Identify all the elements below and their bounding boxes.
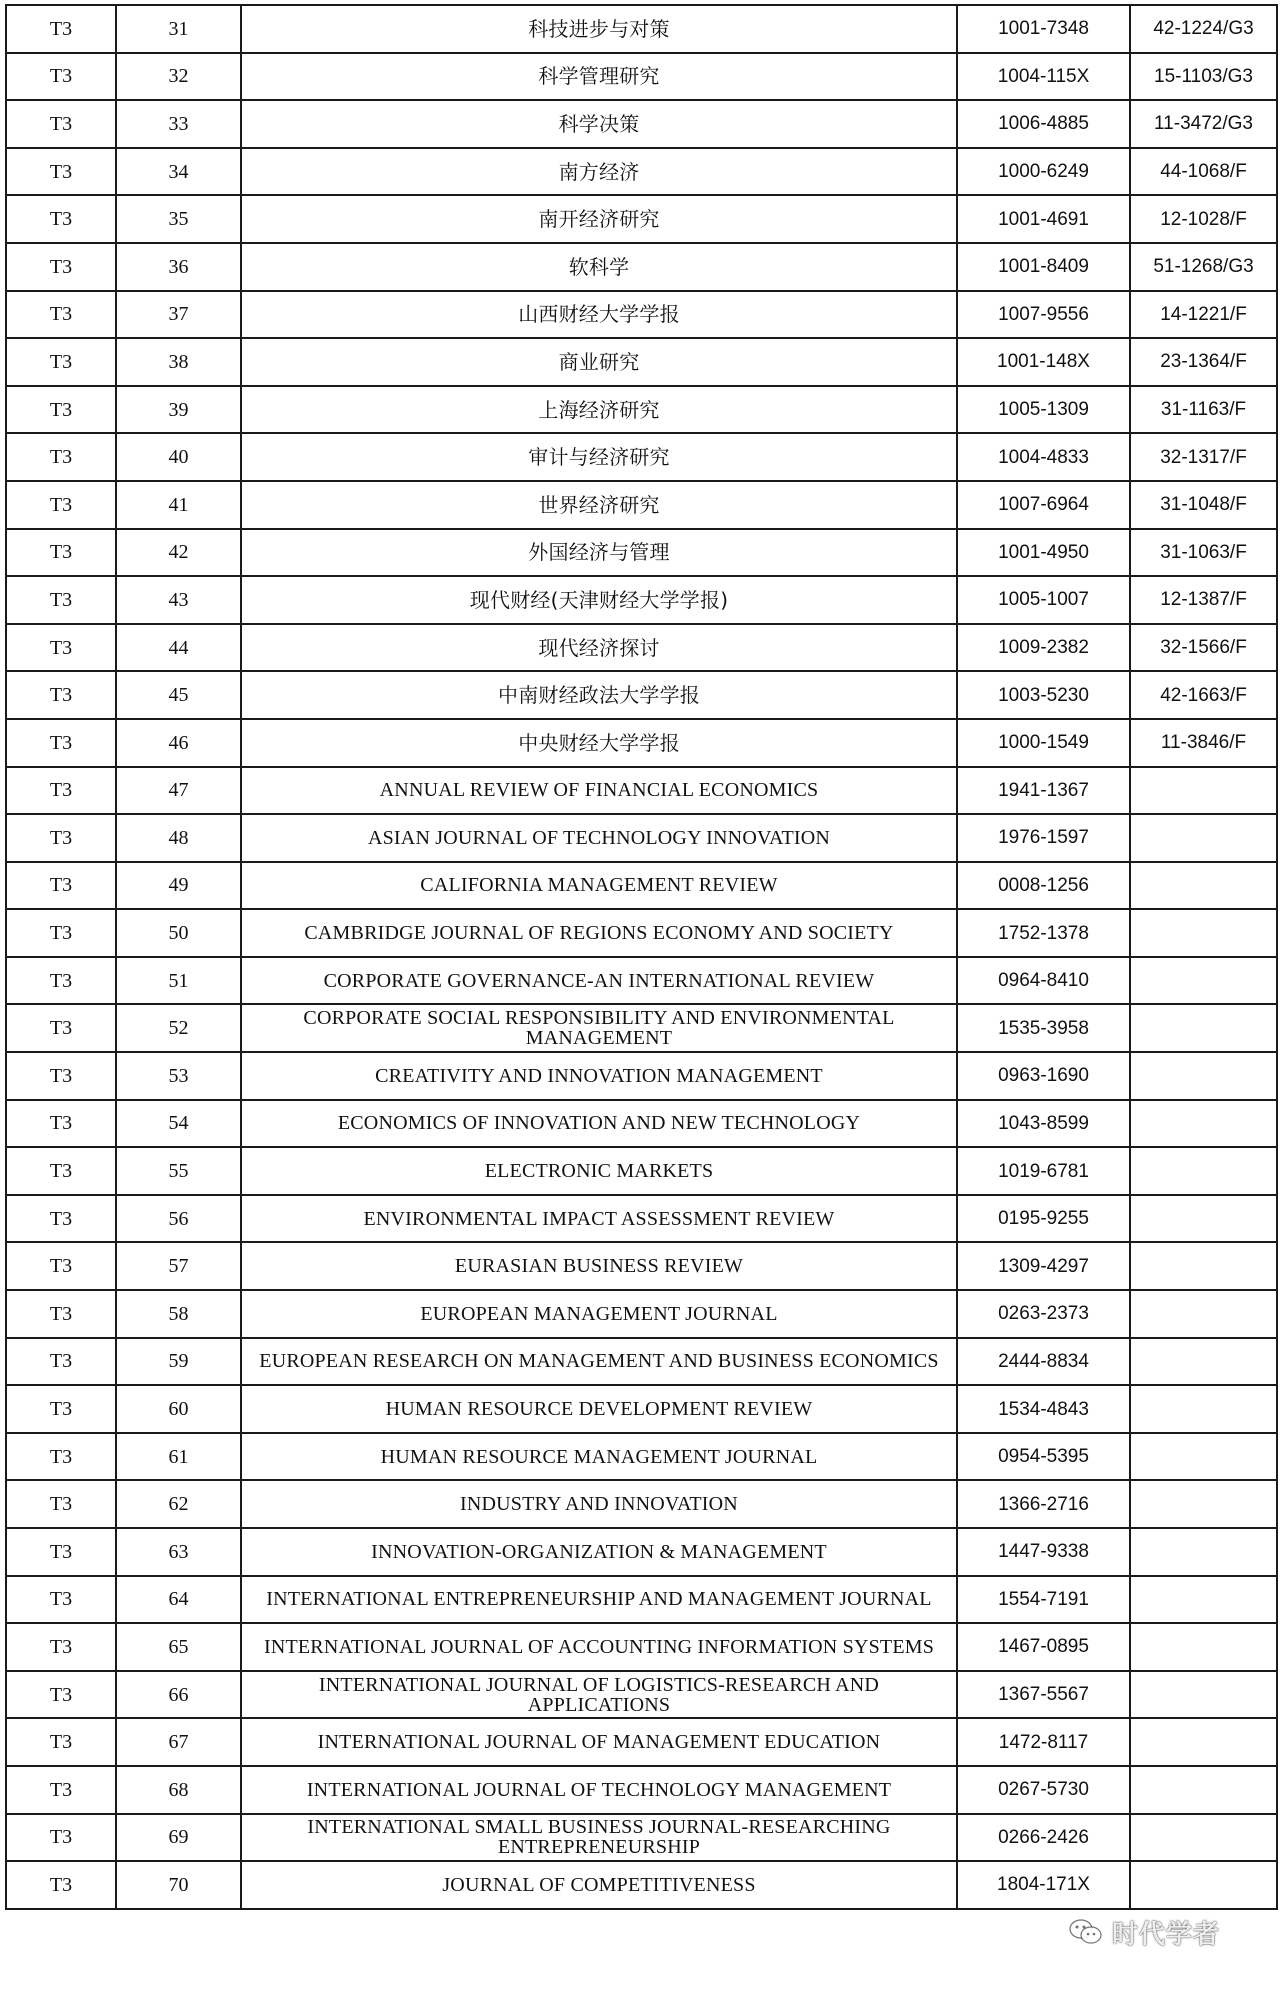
journal-title-cell: EURASIAN BUSINESS REVIEW bbox=[241, 1242, 957, 1290]
cn-cell: 11-3846/F bbox=[1130, 719, 1277, 767]
journal-title-cell: CORPORATE GOVERNANCE-AN INTERNATIONAL REVIEW bbox=[241, 957, 957, 1005]
cn-cell: 14-1221/F bbox=[1130, 291, 1277, 339]
tier-cell: T3 bbox=[6, 1195, 116, 1243]
tier-cell: T3 bbox=[6, 5, 116, 53]
number-cell: 39 bbox=[116, 386, 241, 434]
issn-cell: 1367-5567 bbox=[957, 1671, 1130, 1719]
cn-cell: 44-1068/F bbox=[1130, 148, 1277, 196]
journal-title-cell: HUMAN RESOURCE DEVELOPMENT REVIEW bbox=[241, 1385, 957, 1433]
cn-cell: 31-1048/F bbox=[1130, 481, 1277, 529]
journal-title-cell: INTERNATIONAL JOURNAL OF MANAGEMENT EDUCATION bbox=[241, 1718, 957, 1766]
number-cell: 59 bbox=[116, 1338, 241, 1386]
issn-cell: 1005-1309 bbox=[957, 386, 1130, 434]
table-row bbox=[6, 1671, 1277, 1719]
journal-title-cell: 南开经济研究 bbox=[241, 195, 957, 243]
cn-cell: 12-1387/F bbox=[1130, 576, 1277, 624]
journal-title-cell: INTERNATIONAL JOURNAL OF TECHNOLOGY MANAGEMENT bbox=[241, 1766, 957, 1814]
issn-cell: 1001-8409 bbox=[957, 243, 1130, 291]
number-cell: 34 bbox=[116, 148, 241, 196]
table-row bbox=[6, 767, 1277, 815]
cn-cell bbox=[1130, 1290, 1277, 1338]
number-cell: 57 bbox=[116, 1242, 241, 1290]
table-row bbox=[6, 5, 1277, 53]
tier-cell: T3 bbox=[6, 957, 116, 1005]
watermark bbox=[1068, 1910, 1248, 1954]
table-row bbox=[6, 291, 1277, 339]
number-cell: 41 bbox=[116, 481, 241, 529]
cn-cell bbox=[1130, 1480, 1277, 1528]
number-cell: 37 bbox=[116, 291, 241, 339]
tier-cell: T3 bbox=[6, 1814, 116, 1862]
tier-cell: T3 bbox=[6, 1718, 116, 1766]
number-cell: 62 bbox=[116, 1480, 241, 1528]
table-row bbox=[6, 1766, 1277, 1814]
journal-title-cell: HUMAN RESOURCE MANAGEMENT JOURNAL bbox=[241, 1433, 957, 1481]
issn-cell: 1752-1378 bbox=[957, 909, 1130, 957]
journal-title-cell: 外国经济与管理 bbox=[241, 529, 957, 577]
journal-title-cell: ANNUAL REVIEW OF FINANCIAL ECONOMICS bbox=[241, 767, 957, 815]
issn-cell: 1472-8117 bbox=[957, 1718, 1130, 1766]
issn-cell: 1366-2716 bbox=[957, 1480, 1130, 1528]
tier-cell: T3 bbox=[6, 719, 116, 767]
number-cell: 60 bbox=[116, 1385, 241, 1433]
tier-cell: T3 bbox=[6, 1338, 116, 1386]
cn-cell bbox=[1130, 1385, 1277, 1433]
cn-cell bbox=[1130, 1814, 1277, 1862]
table-row bbox=[6, 1242, 1277, 1290]
issn-cell: 1000-6249 bbox=[957, 148, 1130, 196]
number-cell: 55 bbox=[116, 1147, 241, 1195]
tier-cell: T3 bbox=[6, 1052, 116, 1100]
tier-cell: T3 bbox=[6, 671, 116, 719]
issn-cell: 1309-4297 bbox=[957, 1242, 1130, 1290]
table-row bbox=[6, 481, 1277, 529]
issn-cell: 0963-1690 bbox=[957, 1052, 1130, 1100]
cn-cell: 42-1224/G3 bbox=[1130, 5, 1277, 53]
table-row bbox=[6, 1814, 1277, 1862]
journal-title-cell: 南方经济 bbox=[241, 148, 957, 196]
table-row bbox=[6, 529, 1277, 577]
issn-cell: 1001-4691 bbox=[957, 195, 1130, 243]
cn-cell bbox=[1130, 862, 1277, 910]
cn-cell bbox=[1130, 1576, 1277, 1624]
number-cell: 36 bbox=[116, 243, 241, 291]
cn-cell bbox=[1130, 1766, 1277, 1814]
tier-cell: T3 bbox=[6, 291, 116, 339]
tier-cell: T3 bbox=[6, 1290, 116, 1338]
tier-cell: T3 bbox=[6, 100, 116, 148]
tier-cell: T3 bbox=[6, 767, 116, 815]
number-cell: 52 bbox=[116, 1004, 241, 1052]
journal-title-cell: CREATIVITY AND INNOVATION MANAGEMENT bbox=[241, 1052, 957, 1100]
tier-cell: T3 bbox=[6, 338, 116, 386]
journal-title-cell: INTERNATIONAL ENTREPRENEURSHIP AND MANAGEMENT JOURNAL bbox=[241, 1576, 957, 1624]
issn-cell: 1001-7348 bbox=[957, 5, 1130, 53]
table-row bbox=[6, 243, 1277, 291]
issn-cell: 1009-2382 bbox=[957, 624, 1130, 672]
table-row bbox=[6, 624, 1277, 672]
tier-cell: T3 bbox=[6, 1004, 116, 1052]
issn-cell: 1447-9338 bbox=[957, 1528, 1130, 1576]
number-cell: 53 bbox=[116, 1052, 241, 1100]
journal-title-cell: 科学决策 bbox=[241, 100, 957, 148]
journal-title-cell: EUROPEAN MANAGEMENT JOURNAL bbox=[241, 1290, 957, 1338]
table-row bbox=[6, 671, 1277, 719]
number-cell: 70 bbox=[116, 1861, 241, 1909]
table-row bbox=[6, 1718, 1277, 1766]
cn-cell bbox=[1130, 1623, 1277, 1671]
issn-cell: 1007-6964 bbox=[957, 481, 1130, 529]
journal-title-cell: ASIAN JOURNAL OF TECHNOLOGY INNOVATION bbox=[241, 814, 957, 862]
tier-cell: T3 bbox=[6, 529, 116, 577]
journal-title-cell: 科技进步与对策 bbox=[241, 5, 957, 53]
cn-cell bbox=[1130, 957, 1277, 1005]
number-cell: 33 bbox=[116, 100, 241, 148]
cn-cell: 32-1317/F bbox=[1130, 433, 1277, 481]
tier-cell: T3 bbox=[6, 433, 116, 481]
cn-cell bbox=[1130, 1861, 1277, 1909]
issn-cell: 1534-4843 bbox=[957, 1385, 1130, 1433]
cn-cell bbox=[1130, 1433, 1277, 1481]
cn-cell bbox=[1130, 767, 1277, 815]
table-row bbox=[6, 386, 1277, 434]
number-cell: 46 bbox=[116, 719, 241, 767]
number-cell: 47 bbox=[116, 767, 241, 815]
journal-title-cell: 审计与经济研究 bbox=[241, 433, 957, 481]
table-row bbox=[6, 1433, 1277, 1481]
tier-cell: T3 bbox=[6, 243, 116, 291]
number-cell: 67 bbox=[116, 1718, 241, 1766]
tier-cell: T3 bbox=[6, 195, 116, 243]
tier-cell: T3 bbox=[6, 1100, 116, 1148]
issn-cell: 1976-1597 bbox=[957, 814, 1130, 862]
cn-cell bbox=[1130, 1338, 1277, 1386]
journal-title-cell: 商业研究 bbox=[241, 338, 957, 386]
issn-cell: 1001-148X bbox=[957, 338, 1130, 386]
issn-cell: 0954-5395 bbox=[957, 1433, 1130, 1481]
issn-cell: 1006-4885 bbox=[957, 100, 1130, 148]
issn-cell: 0267-5730 bbox=[957, 1766, 1130, 1814]
number-cell: 50 bbox=[116, 909, 241, 957]
table-row bbox=[6, 433, 1277, 481]
tier-cell: T3 bbox=[6, 862, 116, 910]
issn-cell: 0964-8410 bbox=[957, 957, 1130, 1005]
tier-cell: T3 bbox=[6, 481, 116, 529]
number-cell: 66 bbox=[116, 1671, 241, 1719]
number-cell: 63 bbox=[116, 1528, 241, 1576]
journal-title-cell: INTERNATIONAL SMALL BUSINESS JOURNAL-RESEARCHING ENTREPRENEURSHIP bbox=[241, 1814, 957, 1862]
cn-cell: 31-1063/F bbox=[1130, 529, 1277, 577]
issn-cell: 1019-6781 bbox=[957, 1147, 1130, 1195]
journal-title-cell: 软科学 bbox=[241, 243, 957, 291]
journal-title-cell: 上海经济研究 bbox=[241, 386, 957, 434]
table-row bbox=[6, 338, 1277, 386]
issn-cell: 1000-1549 bbox=[957, 719, 1130, 767]
issn-cell: 0008-1256 bbox=[957, 862, 1130, 910]
table-row bbox=[6, 1861, 1277, 1909]
cn-cell: 31-1163/F bbox=[1130, 386, 1277, 434]
table-row bbox=[6, 1480, 1277, 1528]
tier-cell: T3 bbox=[6, 624, 116, 672]
issn-cell: 1467-0895 bbox=[957, 1623, 1130, 1671]
journal-title-cell: INTERNATIONAL JOURNAL OF ACCOUNTING INFORMATION SYSTEMS bbox=[241, 1623, 957, 1671]
cn-cell: 11-3472/G3 bbox=[1130, 100, 1277, 148]
cn-cell bbox=[1130, 1718, 1277, 1766]
cn-cell bbox=[1130, 1195, 1277, 1243]
tier-cell: T3 bbox=[6, 1528, 116, 1576]
issn-cell: 0263-2373 bbox=[957, 1290, 1130, 1338]
tier-cell: T3 bbox=[6, 1147, 116, 1195]
number-cell: 40 bbox=[116, 433, 241, 481]
journal-title-cell: 中央财经大学学报 bbox=[241, 719, 957, 767]
tier-cell: T3 bbox=[6, 1623, 116, 1671]
cn-cell bbox=[1130, 814, 1277, 862]
issn-cell: 1007-9556 bbox=[957, 291, 1130, 339]
cn-cell bbox=[1130, 1528, 1277, 1576]
number-cell: 44 bbox=[116, 624, 241, 672]
tier-cell: T3 bbox=[6, 386, 116, 434]
number-cell: 42 bbox=[116, 529, 241, 577]
number-cell: 43 bbox=[116, 576, 241, 624]
table-row bbox=[6, 1385, 1277, 1433]
number-cell: 35 bbox=[116, 195, 241, 243]
table-row bbox=[6, 576, 1277, 624]
number-cell: 65 bbox=[116, 1623, 241, 1671]
journal-title-cell: 现代财经(天津财经大学学报) bbox=[241, 576, 957, 624]
tier-cell: T3 bbox=[6, 576, 116, 624]
number-cell: 45 bbox=[116, 671, 241, 719]
table-row bbox=[6, 719, 1277, 767]
issn-cell: 1941-1367 bbox=[957, 767, 1130, 815]
table-row bbox=[6, 1338, 1277, 1386]
tier-cell: T3 bbox=[6, 1766, 116, 1814]
journal-title-cell: CORPORATE SOCIAL RESPONSIBILITY AND ENVIRONMENTAL MANAGEMENT bbox=[241, 1004, 957, 1052]
number-cell: 56 bbox=[116, 1195, 241, 1243]
number-cell: 49 bbox=[116, 862, 241, 910]
cn-cell: 15-1103/G3 bbox=[1130, 53, 1277, 101]
number-cell: 48 bbox=[116, 814, 241, 862]
cn-cell: 42-1663/F bbox=[1130, 671, 1277, 719]
journal-table bbox=[5, 4, 1278, 1910]
journal-table-body bbox=[6, 5, 1277, 1909]
journal-title-cell: ECONOMICS OF INNOVATION AND NEW TECHNOLOGY bbox=[241, 1100, 957, 1148]
table-row bbox=[6, 195, 1277, 243]
cn-cell bbox=[1130, 1004, 1277, 1052]
table-row bbox=[6, 909, 1277, 957]
table-row bbox=[6, 1004, 1277, 1052]
journal-title-cell: ELECTRONIC MARKETS bbox=[241, 1147, 957, 1195]
cn-cell bbox=[1130, 909, 1277, 957]
cn-cell: 12-1028/F bbox=[1130, 195, 1277, 243]
issn-cell: 2444-8834 bbox=[957, 1338, 1130, 1386]
table-row bbox=[6, 100, 1277, 148]
tier-cell: T3 bbox=[6, 909, 116, 957]
number-cell: 69 bbox=[116, 1814, 241, 1862]
journal-title-cell: JOURNAL OF COMPETITIVENESS bbox=[241, 1861, 957, 1909]
journal-title-cell: 山西财经大学学报 bbox=[241, 291, 957, 339]
tier-cell: T3 bbox=[6, 814, 116, 862]
table-row bbox=[6, 1100, 1277, 1148]
tier-cell: T3 bbox=[6, 53, 116, 101]
issn-cell: 1004-4833 bbox=[957, 433, 1130, 481]
journal-title-cell: ENVIRONMENTAL IMPACT ASSESSMENT REVIEW bbox=[241, 1195, 957, 1243]
number-cell: 58 bbox=[116, 1290, 241, 1338]
cn-cell bbox=[1130, 1671, 1277, 1719]
number-cell: 32 bbox=[116, 53, 241, 101]
issn-cell: 1004-115X bbox=[957, 53, 1130, 101]
table-row bbox=[6, 148, 1277, 196]
issn-cell: 1554-7191 bbox=[957, 1576, 1130, 1624]
table-row bbox=[6, 1195, 1277, 1243]
issn-cell: 1003-5230 bbox=[957, 671, 1130, 719]
tier-cell: T3 bbox=[6, 148, 116, 196]
journal-title-cell: CAMBRIDGE JOURNAL OF REGIONS ECONOMY AND SOCIETY bbox=[241, 909, 957, 957]
journal-title-cell: INTERNATIONAL JOURNAL OF LOGISTICS-RESEARCH AND APPLICATIONS bbox=[241, 1671, 957, 1719]
table-row bbox=[6, 862, 1277, 910]
issn-cell: 0266-2426 bbox=[957, 1814, 1130, 1862]
wechat-icon bbox=[1068, 1917, 1104, 1947]
tier-cell: T3 bbox=[6, 1385, 116, 1433]
journal-title-cell: EUROPEAN RESEARCH ON MANAGEMENT AND BUSINESS ECONOMICS bbox=[241, 1338, 957, 1386]
number-cell: 68 bbox=[116, 1766, 241, 1814]
table-row bbox=[6, 957, 1277, 1005]
watermark-text: 时代学者 bbox=[1112, 1919, 1221, 1950]
cn-cell bbox=[1130, 1100, 1277, 1148]
cn-cell bbox=[1130, 1242, 1277, 1290]
journal-title-cell: 中南财经政法大学学报 bbox=[241, 671, 957, 719]
issn-cell: 1804-171X bbox=[957, 1861, 1130, 1909]
tier-cell: T3 bbox=[6, 1861, 116, 1909]
table-row bbox=[6, 1052, 1277, 1100]
table-row bbox=[6, 1290, 1277, 1338]
cn-cell bbox=[1130, 1147, 1277, 1195]
journal-title-cell: 科学管理研究 bbox=[241, 53, 957, 101]
table-row bbox=[6, 53, 1277, 101]
number-cell: 64 bbox=[116, 1576, 241, 1624]
table-row bbox=[6, 1528, 1277, 1576]
issn-cell: 1001-4950 bbox=[957, 529, 1130, 577]
tier-cell: T3 bbox=[6, 1671, 116, 1719]
cn-cell: 23-1364/F bbox=[1130, 338, 1277, 386]
journal-title-cell: 世界经济研究 bbox=[241, 481, 957, 529]
number-cell: 54 bbox=[116, 1100, 241, 1148]
cn-cell: 32-1566/F bbox=[1130, 624, 1277, 672]
table-row bbox=[6, 1623, 1277, 1671]
issn-cell: 1005-1007 bbox=[957, 576, 1130, 624]
number-cell: 51 bbox=[116, 957, 241, 1005]
tier-cell: T3 bbox=[6, 1242, 116, 1290]
journal-title-cell: CALIFORNIA MANAGEMENT REVIEW bbox=[241, 862, 957, 910]
table-row bbox=[6, 1576, 1277, 1624]
tier-cell: T3 bbox=[6, 1480, 116, 1528]
journal-title-cell: INNOVATION-ORGANIZATION & MANAGEMENT bbox=[241, 1528, 957, 1576]
cn-cell bbox=[1130, 1052, 1277, 1100]
tier-cell: T3 bbox=[6, 1433, 116, 1481]
issn-cell: 1535-3958 bbox=[957, 1004, 1130, 1052]
journal-title-cell: INDUSTRY AND INNOVATION bbox=[241, 1480, 957, 1528]
tier-cell: T3 bbox=[6, 1576, 116, 1624]
number-cell: 61 bbox=[116, 1433, 241, 1481]
number-cell: 38 bbox=[116, 338, 241, 386]
issn-cell: 0195-9255 bbox=[957, 1195, 1130, 1243]
issn-cell: 1043-8599 bbox=[957, 1100, 1130, 1148]
number-cell: 31 bbox=[116, 5, 241, 53]
table-row bbox=[6, 814, 1277, 862]
journal-title-cell: 现代经济探讨 bbox=[241, 624, 957, 672]
cn-cell: 51-1268/G3 bbox=[1130, 243, 1277, 291]
table-row bbox=[6, 1147, 1277, 1195]
